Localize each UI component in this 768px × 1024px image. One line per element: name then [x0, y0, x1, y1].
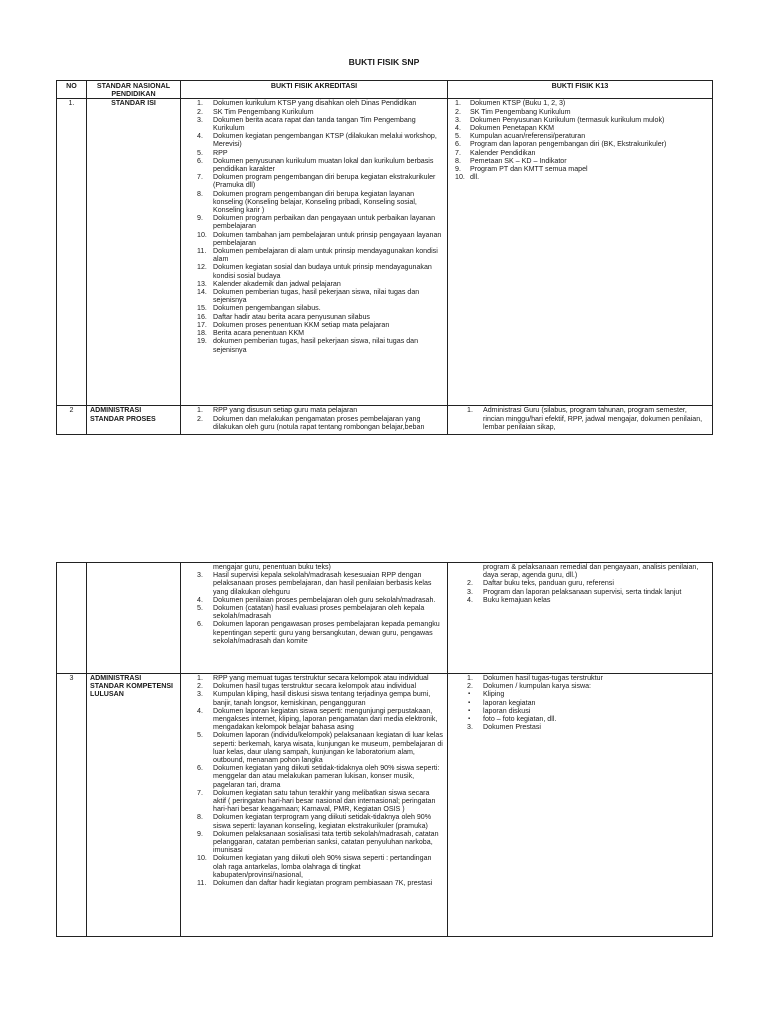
- list-item: [451, 149, 709, 157]
- item-number: 3.: [467, 723, 473, 732]
- item-number: 3.: [467, 587, 473, 596]
- header-akreditasi: BUKTI FISIK AKREDITASI: [181, 81, 448, 99]
- bullet-marker: ▪: [468, 691, 471, 698]
- k13-cell: [448, 563, 713, 674]
- item-number: 16.: [197, 312, 207, 321]
- item-text: Dokumen hasil tugas terstruktur secara kelompok atau individual: [213, 682, 417, 691]
- item-text: Dokumen kegiatan yang diikuti setidak-tidaknya oleh 90% siswa seperti: menggelar dan atau melakukan pameran lukisan, konser musik, pagelaran tari, drama: [213, 764, 440, 789]
- list-item: [451, 132, 709, 140]
- list-item: [451, 173, 709, 181]
- header-no: NO: [57, 81, 87, 99]
- item-number: 3.: [197, 571, 203, 580]
- table-header-row: [57, 81, 713, 99]
- item-number: 4.: [455, 124, 461, 133]
- list-item: [451, 124, 709, 132]
- standard-name: ADMINISTRASI STANDAR PROSES: [87, 406, 181, 435]
- item-number: 7.: [197, 788, 203, 797]
- item-text: Daftar buku teks, panduan guru, referensi: [483, 579, 614, 588]
- akreditasi-cell: [181, 406, 448, 435]
- item-text: SK Tim Pengembang Kurikulum: [470, 107, 571, 116]
- list-item: [184, 116, 444, 132]
- item-number: 18.: [197, 329, 207, 338]
- item-text: Pemetaan SK – KD – Indikator: [470, 156, 567, 165]
- item-number: 5.: [455, 132, 461, 141]
- snp-table-page-2: [56, 562, 713, 937]
- list-item: [184, 789, 444, 814]
- item-text: dokumen pemberian tugas, hasil pekerjaan siswa, nilai tugas dan sejenisnya: [213, 337, 419, 354]
- list-item: [184, 415, 444, 431]
- list-item: [184, 690, 444, 706]
- item-text: Dokumen (catatan) hasil evaluasi proses pembelajaran oleh kepala sekolah/madrasah: [213, 604, 425, 621]
- item-number: 6.: [197, 156, 203, 165]
- bullet-marker: ▪: [468, 716, 471, 723]
- item-number: 17.: [197, 320, 207, 329]
- standard-name: ADMINISTRASI STANDAR KOMPETENSI LULUSAN: [87, 674, 181, 937]
- list-item: [451, 108, 709, 116]
- item-number: 15.: [197, 304, 207, 313]
- item-number: 1.: [197, 406, 203, 415]
- item-text: dll.: [470, 173, 480, 182]
- list-item: [184, 329, 444, 337]
- item-number: 2.: [467, 579, 473, 588]
- item-text: Dokumen Penyusunan Kurikulum (termasuk kurikulum mulok): [470, 115, 665, 124]
- akreditasi-list: [184, 99, 444, 353]
- item-number: 4.: [197, 595, 203, 604]
- item-text: Kumpulan kliping, hasil diskusi siswa tentang terjadinya gempa bumi, banjir, tanah longsor, kemiskinan, pengangguran: [213, 690, 431, 707]
- item-number: 2.: [197, 414, 203, 423]
- list-item: [451, 157, 709, 165]
- item-text: Kalender akademik dan jadwal pelajaran: [213, 279, 341, 288]
- item-number: 2.: [455, 107, 461, 116]
- list-item: [451, 165, 709, 173]
- list-item: [184, 280, 444, 288]
- list-item: [184, 247, 444, 263]
- table-row-standar-proses: [57, 406, 713, 435]
- item-text: RPP yang disusun setiap guru mata pelajaran: [213, 406, 358, 415]
- snp-table-page-1: [56, 80, 713, 435]
- item-number: 1.: [467, 406, 473, 415]
- header-standar: STANDAR NASIONAL PENDIDIKAN: [87, 81, 181, 99]
- list-item: [184, 406, 444, 414]
- item-number: 1.: [197, 674, 203, 682]
- list-item: [184, 337, 444, 353]
- akreditasi-cell: [181, 563, 448, 674]
- item-number: 9.: [197, 214, 203, 223]
- item-text: SK Tim Pengembang Kurikulum: [213, 107, 314, 116]
- item-number: 14.: [197, 288, 207, 297]
- item-text: Dokumen pengembangan silabus.: [213, 304, 321, 313]
- list-item: [184, 854, 444, 879]
- list-item: [184, 190, 444, 215]
- item-text: Dokumen / kumpulan karya siswa:: [483, 682, 592, 691]
- item-number: 9.: [197, 829, 203, 838]
- list-item: [451, 682, 709, 690]
- item-text: Dokumen laporan (individu/kelompok) pelaksanaan kegiatan di luar kelas seperti: berkemah, karya wisata, kunjungan ke museum, pembelajaran di luar kelas, daur ulang sampah, kunjungan ke laboratorium alam, outbound, menanam pohon langka: [213, 731, 443, 765]
- item-text: Dokumen kegiatan yang diikuti oleh 90% siswa seperti : pertandingan olah raga antarkelas, lomba olahraga di tingkat kabupaten/provinsi/nasional,: [213, 854, 432, 879]
- item-text: Dokumen hasil tugas-tugas terstruktur: [483, 674, 603, 682]
- list-item: [451, 116, 709, 124]
- item-number: 11.: [197, 879, 207, 888]
- item-text: Dokumen penilaian proses pembelajaran oleh guru sekolah/madrasah.: [213, 595, 436, 604]
- list-item: [451, 406, 709, 431]
- item-number: 12.: [197, 263, 207, 272]
- item-text: Dokumen penyusunan kurikulum muatan lokal dan kurikulum berbasis pendidikan karakter: [213, 156, 434, 174]
- item-text: Dokumen laporan kegiatan siswa seperti: mengunjungi perpustakaan, mengakses internet, kliping, laporan pengamatan dari media elektronik, mengadakan kelompok belajar bahasa asing: [213, 706, 438, 732]
- list-item: [184, 571, 444, 596]
- item-number: 10.: [455, 173, 465, 182]
- list-item: [451, 588, 709, 596]
- item-number: 6.: [197, 620, 203, 629]
- item-number: 13.: [197, 279, 207, 288]
- item-text: Dokumen Penetapan KKM: [470, 124, 554, 133]
- item-number: 11.: [197, 247, 207, 256]
- item-number: 4.: [197, 706, 203, 715]
- item-text: laporan kegiatan: [483, 698, 536, 707]
- item-text: Dokumen tambahan jam pembelajaran untuk prinsip pengayaan layanan pembelajaran: [213, 230, 442, 247]
- item-text: Dokumen dan daftar hadir kegiatan program pembiasaan 7K, prestasi: [213, 879, 433, 888]
- list-item: [184, 321, 444, 329]
- item-text: Dokumen berita acara rapat dan tanda tangan Tim Pengembang Kurikulum: [213, 115, 416, 133]
- akreditasi-list: [184, 571, 444, 645]
- row-number: 3: [57, 674, 87, 937]
- list-item: [184, 132, 444, 148]
- bullet-marker: ▪: [468, 699, 471, 706]
- item-number: 2.: [467, 682, 473, 691]
- item-number: 10.: [197, 230, 207, 239]
- table-row-standar-proses-continued: [57, 563, 713, 674]
- akreditasi-cell: [181, 674, 448, 937]
- item-text: Dokumen kegiatan terprogram yang diikuti setidak-tidaknya oleh 90% siswa seperti: layanan konseling, kegiatan ekstrakurikuler (pramuka): [213, 813, 432, 830]
- row-number: 2: [57, 406, 87, 435]
- k13-list: [451, 674, 709, 731]
- item-number: 19.: [197, 337, 207, 346]
- row-number: 1.: [57, 99, 87, 406]
- k13-cell: [448, 674, 713, 937]
- list-item: [184, 620, 444, 645]
- akreditasi-list: [184, 674, 444, 887]
- list-item: [184, 731, 444, 764]
- item-text: Dokumen pelaksanaan sosialisasi tata tertib sekolah/madrasah, catatan pelanggaran, catatan pemberian sanksi, catatan penyuluhan narkoba, imunisasi: [213, 829, 439, 855]
- list-item: [451, 596, 709, 604]
- item-number: 2.: [197, 107, 203, 116]
- akreditasi-continuation-text: mengajar guru, penentuan buku teks): [213, 563, 331, 571]
- item-number: 2.: [197, 682, 203, 691]
- item-text: Kliping: [483, 690, 505, 699]
- row-number-empty: [57, 563, 87, 674]
- list-item: [451, 699, 709, 707]
- list-item: [184, 879, 444, 887]
- table-row-standar-kompetensi-lulusan: [57, 674, 713, 937]
- list-item: [184, 596, 444, 604]
- k13-continuation-text: program & pelaksanaan remedial dan pengayaan, analisis penilaian, daya serap, agenda guru, dll.): [483, 563, 699, 580]
- list-item: [184, 604, 444, 620]
- item-text: Dokumen pembelajaran di alam untuk prinsip mendayagunakan kondisi alam: [213, 247, 438, 264]
- item-number: 1.: [197, 99, 203, 108]
- list-item: [451, 140, 709, 148]
- list-item: [184, 263, 444, 279]
- k13-list: [451, 579, 709, 604]
- item-text: Dokumen kegiatan sosial dan budaya untuk prinsip mendayagunakan kondisi sosial budaya: [213, 263, 432, 280]
- list-item: [184, 173, 444, 189]
- list-item: [184, 214, 444, 230]
- item-text: RPP: [213, 148, 228, 157]
- item-number: 5.: [197, 148, 203, 157]
- list-item: [184, 157, 444, 173]
- standard-name-empty: [87, 563, 181, 674]
- item-number: 3.: [197, 115, 203, 124]
- akreditasi-list: [184, 406, 444, 431]
- list-item: [184, 304, 444, 312]
- list-item: [184, 99, 444, 107]
- item-number: 1.: [467, 674, 473, 682]
- list-item: [451, 707, 709, 715]
- item-text: Dokumen KTSP (Buku 1, 2, 3): [470, 99, 566, 108]
- item-text: Dokumen program pengembangan diri berupa kegiatan layanan konseling (Konseling belajar, Konseling pribadi, Konseling sosial, Konseling karir ): [213, 189, 417, 215]
- list-item: [184, 288, 444, 304]
- k13-list: [451, 406, 709, 431]
- item-text: Dokumen kegiatan satu tahun terakhir yang melibatkan siswa secara aktif ( peringatan hari-hari besar nasional dan internasional; peringatan hari-hari besar keagamaan; Karnaval, PMR, Kegiatan OSIS ): [213, 788, 436, 814]
- list-item: [451, 674, 709, 682]
- item-text: Program PT dan KMTT semua mapel: [470, 165, 588, 174]
- item-number: 9.: [455, 165, 461, 174]
- list-item: [184, 108, 444, 116]
- item-text: Hasil supervisi kepala sekolah/madrasah kesesuaian RPP dengan pelaksanaan proses pembelajaran, dan hasil penilaian berbasis kelas yang dilakukan olehguru: [213, 571, 432, 596]
- item-number: 6.: [455, 140, 461, 149]
- list-item: [451, 715, 709, 723]
- item-number: 7.: [197, 173, 203, 182]
- standard-name: STANDAR ISI: [87, 99, 181, 406]
- item-number: 1.: [455, 99, 461, 108]
- list-item: [184, 149, 444, 157]
- item-text: Administrasi Guru (silabus, program tahunan, program semester, rincian minggu/hari efektif, RPP, jadwal mengajar, dokumen penilaian, lembar penilaian sikap,: [483, 406, 703, 431]
- item-text: Dokumen program perbaikan dan pengayaan untuk perbaikan layanan pembelajaran: [213, 214, 436, 231]
- list-item: [451, 723, 709, 731]
- list-item: [451, 690, 709, 698]
- item-text: Program dan laporan pengembangan diri (BK, Ekstrakurikuler): [470, 140, 667, 149]
- list-item: [184, 231, 444, 247]
- item-number: 8.: [197, 189, 203, 198]
- item-text: Dokumen kurikulum KTSP yang disahkan oleh Dinas Pendidikan: [213, 99, 417, 108]
- item-number: 10.: [197, 854, 207, 863]
- list-item: [451, 99, 709, 107]
- item-text: Daftar hadir atau berita acara penyusunan silabus: [213, 312, 370, 321]
- item-text: RPP yang memuat tugas terstruktur secara kelompok atau individual: [213, 674, 429, 682]
- list-item: [451, 579, 709, 587]
- item-text: laporan diskusi: [483, 706, 531, 715]
- item-text: Berita acara penentuan KKM: [213, 329, 305, 338]
- k13-list: [451, 99, 709, 181]
- list-item: [184, 682, 444, 690]
- k13-cell: [448, 406, 713, 435]
- list-item: [184, 674, 444, 682]
- item-text: Program dan laporan pelaksanaan supervisi, serta tindak lanjut: [483, 587, 682, 596]
- list-item: [184, 313, 444, 321]
- item-number: 4.: [197, 132, 203, 141]
- item-text: Dokumen dan melakukan pengamatan proses pembelajaran yang dilakukan oleh guru (notula rapat tentang rombongan belajar,beban: [213, 414, 425, 431]
- table-row-standar-isi: [57, 99, 713, 406]
- item-text: Dokumen pemberian tugas, hasil pekerjaan siswa, nilai tugas dan sejenisnya: [213, 288, 420, 305]
- akreditasi-cell: [181, 99, 448, 406]
- item-number: 8.: [197, 813, 203, 822]
- k13-cell: [448, 99, 713, 406]
- item-number: 5.: [197, 604, 203, 613]
- item-number: 7.: [455, 148, 461, 157]
- item-text: Dokumen kegiatan pengembangan KTSP (dilakukan melalui workshop, Merevisi): [213, 132, 437, 149]
- list-item: [184, 707, 444, 732]
- item-text: Dokumen proses penentuan KKM setiap mata pelajaran: [213, 320, 390, 329]
- item-number: 3.: [197, 690, 203, 699]
- list-item: [184, 764, 444, 789]
- item-text: Dokumen program pengembangan diri berupa kegiatan ekstrakurikuler (Pramuka dll): [213, 173, 436, 190]
- item-number: 8.: [455, 156, 461, 165]
- item-text: Kalender Pendidikan: [470, 148, 536, 157]
- item-number: 4.: [467, 595, 473, 604]
- item-text: Dokumen laporan pengawasan proses pembelajaran kepada pemangku kepentingan seperti: guru yang bersangkutan, dewan guru, pengawas sekolah/madrasah dan komite: [213, 620, 440, 645]
- list-item: [184, 830, 444, 855]
- item-text: Buku kemajuan kelas: [483, 595, 551, 604]
- item-number: 3.: [455, 115, 461, 124]
- list-item: [184, 813, 444, 829]
- header-k13: BUKTI FISIK K13: [448, 81, 713, 99]
- item-text: foto – foto kegiatan, dll.: [483, 715, 557, 724]
- bullet-marker: ▪: [468, 707, 471, 714]
- item-number: 6.: [197, 764, 203, 773]
- item-text: Dokumen Prestasi: [483, 723, 541, 732]
- item-number: 5.: [197, 731, 203, 740]
- page-title: BUKTI FISIK SNP: [348, 57, 420, 67]
- item-text: Kumpulan acuan/referensi/peraturan: [470, 132, 586, 141]
